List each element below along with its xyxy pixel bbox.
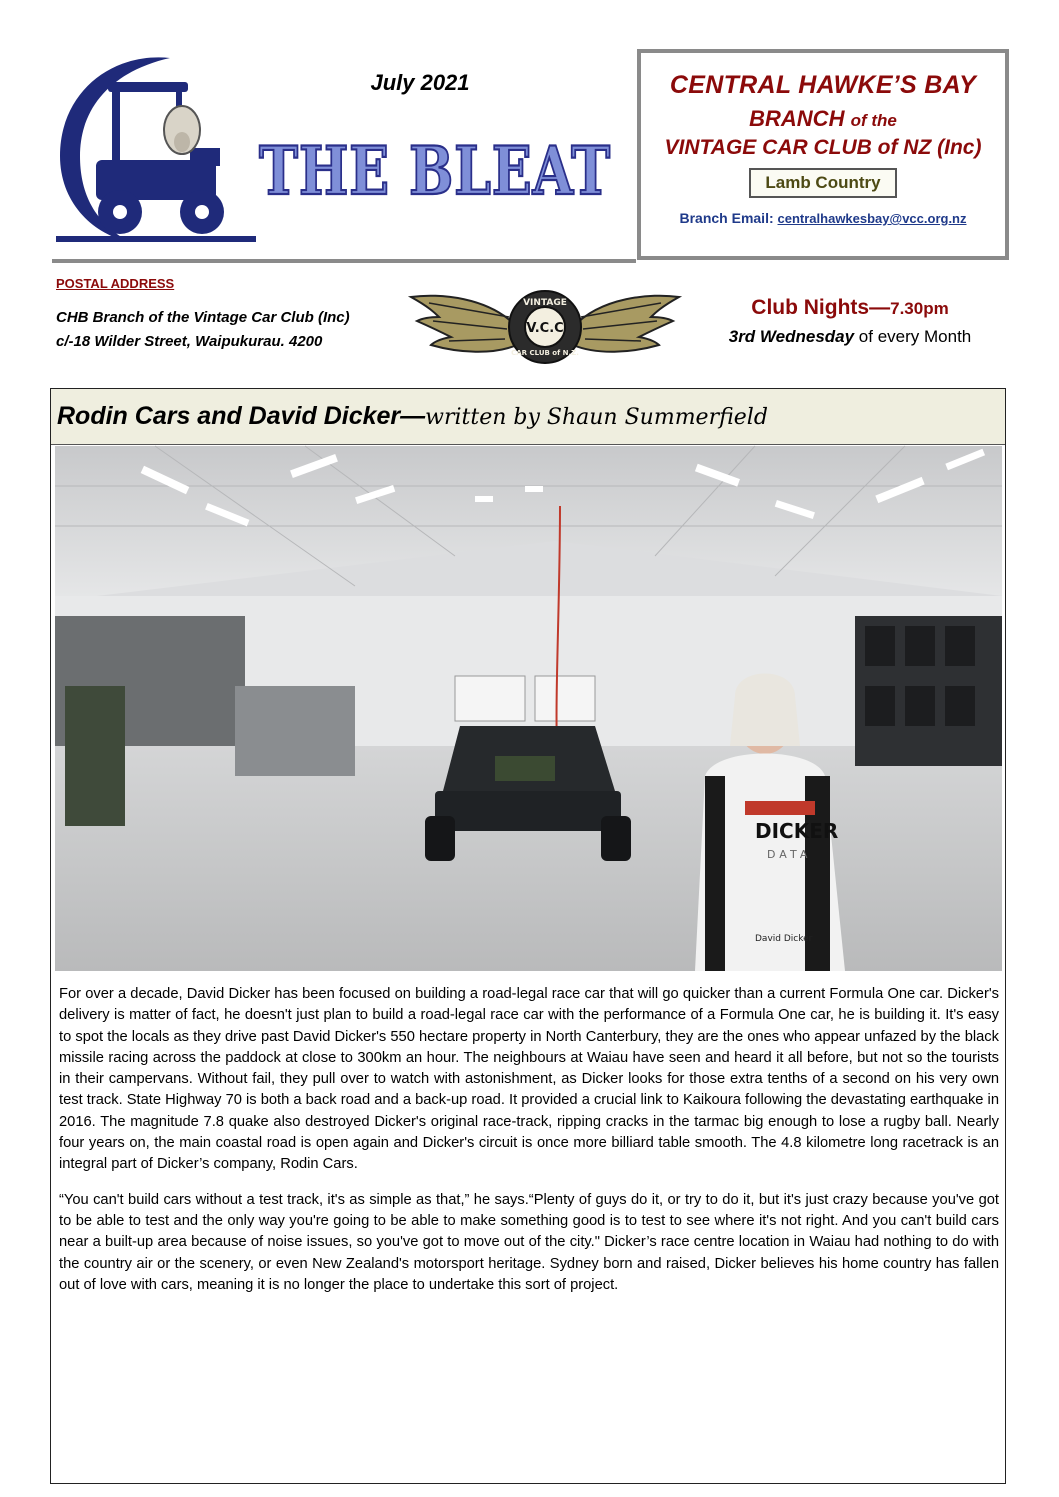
article-paragraph-1: For over a decade, David Dicker has been focused on building a road-legal race car that will go quicker than a current Formula One car. Dicker's delivery is matter of fact, he doesn't just plan to build a road-legal race car with the performance of a Formula One car, he is building it. It's easy to spot the locals as they drive past David Dicker's 550 hectare property in North Canterbury, they are the ones who appear unfazed by the black missile racing across the paddock at close to 300km an hour. The neighbours at Waiau have seen and heard it all before, but not so the tourists in their campervans. Without fail, they pull over to watch with astonishment, as Dicker looks for those extra tenths of a second on his very own test track. State Highway 70 is both a back road and a back-up road. It provided a crucial link to Kaikoura following the devastating earthquake in 2016. The magnitude 7.8 quake also destroyed Dicker's original race-track, ripping cracks in the tarmac big enough to lose a rugby ball. Nearly four years on, the main coastal road is open again and Dicker's circuit is once more billiard table smooth. The 4.8 kilometre long racetrack is an integral part of Dicker’s company, Rodin Cars.	[59, 986, 999, 1173]
branch-subtitle	[641, 106, 1005, 132]
branch-email-label: Branch Email:	[679, 210, 774, 226]
club-nights-title: Club Nights—	[751, 296, 891, 319]
vcc-winged-badge-icon	[409, 287, 681, 367]
article-title-line	[57, 402, 768, 431]
masthead-rule	[52, 259, 636, 263]
article-title: Rodin Cars and David Dicker—	[57, 402, 426, 430]
club-nights-heading	[700, 296, 1000, 320]
newsletter-title	[255, 128, 617, 210]
branch-subtitle-small: of the	[850, 111, 897, 130]
vcc-badge-top-text: VINTAGE	[523, 298, 567, 308]
branch-email-line	[641, 210, 1005, 226]
vcc-badge-center-text: V.C.C	[526, 321, 564, 336]
suit-text-dicker: DICKER	[755, 819, 839, 843]
postal-address-line-1: CHB Branch of the Vintage Car Club (Inc)	[56, 309, 350, 326]
article-body	[59, 984, 999, 1310]
article-header	[51, 389, 1005, 445]
vcc-badge-bottom-text: CAR CLUB of N.Z.	[511, 349, 579, 357]
photo-caption: David Dicker	[755, 934, 813, 944]
branch-subtitle-main: BRANCH	[749, 106, 845, 131]
branch-info-box	[637, 49, 1009, 260]
article-paragraph-2: “You can't build cars without a test track, it's as simple as that,” he says.“Plenty of guys do it, or try to do it, but it's just crazy because you've got to be able to test and the only way you're going to be able to make something good is to test to see where it's not right. And you can't build cars near a built-up area because of noise issues, so you've got to move out of the city." Dicker’s race centre location in Waiau had nothing to do with the country air or the scenery, or even New Zealand's motorsport heritage. Sydney born and raised, Dicker believes his home country has fallen out of love with cars, meaning it is no longer the place to undertake this sort of project.	[59, 1191, 999, 1293]
club-nights-when-rest: of every Month	[854, 327, 972, 346]
club-name: VINTAGE CAR CLUB of NZ (Inc)	[664, 136, 982, 159]
article-byline: written by Shaun Summerfield	[425, 405, 768, 430]
postal-address-line-2: c/-18 Wilder Street, Waipukurau. 4200	[56, 333, 323, 350]
lamb-country-badge: Lamb Country	[749, 168, 896, 198]
postal-address-heading: POSTAL ADDRESS	[56, 276, 175, 291]
branch-email-link[interactable]: centralhawkesbay@vcc.org.nz	[777, 211, 967, 226]
vintage-car-sheep-logo-icon	[52, 52, 252, 248]
issue-date: July 2021	[370, 70, 470, 95]
club-nights-schedule	[700, 327, 1000, 347]
article	[50, 388, 1006, 1484]
branch-name: CENTRAL HAWKE’S BAY	[669, 71, 977, 99]
suit-text-data: DATA	[767, 848, 812, 861]
club-nights-time: 7.30pm	[890, 299, 949, 318]
club-nights-when-bold: 3rd Wednesday	[728, 327, 855, 346]
newsletter-title-text: THE BLEAT	[259, 132, 611, 210]
workshop-photo	[55, 446, 1002, 971]
